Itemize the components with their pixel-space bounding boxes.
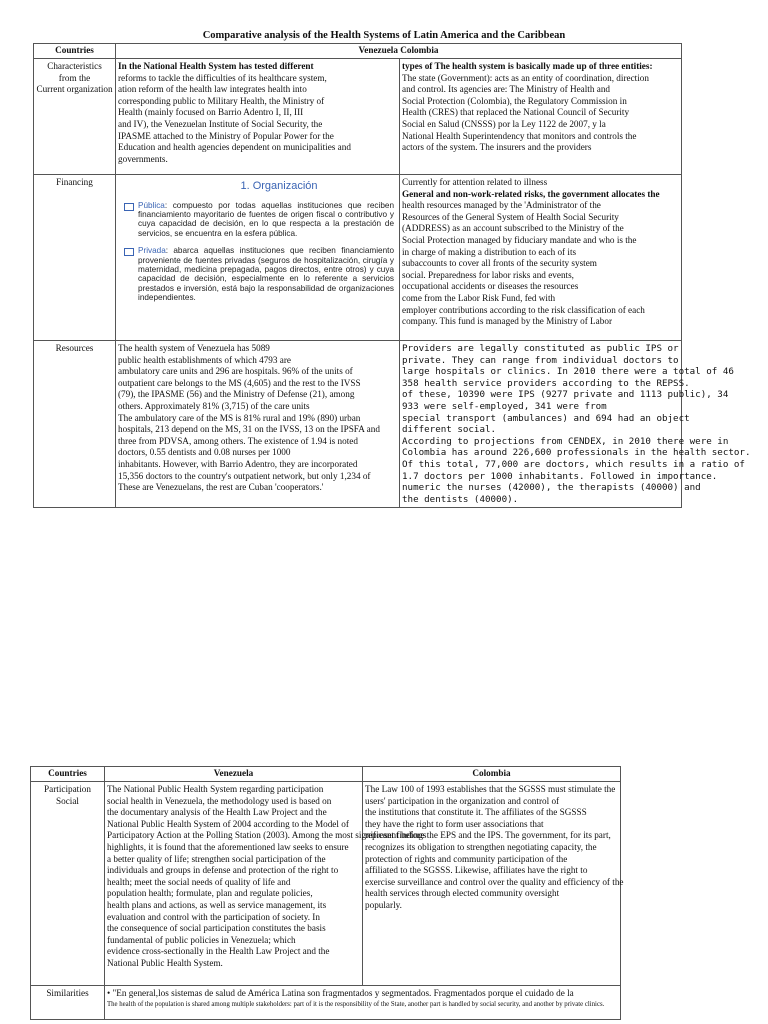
- text-line: 15,356 doctors to the country's outpatient network, but only 1,234 of: [118, 470, 371, 481]
- colombia-resources-text: [402, 343, 751, 505]
- colombia-characteristics-text: [402, 73, 679, 154]
- text-line: hospitals, 213 depend on the MS, 31 on the IVSS, 13 on the IPSFA and: [118, 424, 380, 435]
- text-line: they have the right to form user associations that: [365, 818, 544, 829]
- text-line: public health establishments of which 4793 are: [118, 354, 291, 365]
- row-label-resources: Resources: [34, 341, 116, 508]
- slide-private-text: : abarca aquellas instituciones que reciben financiamiento proveniente de fuentes privadas (seguros de hospitalización, cirugía y maternidad, medicina prepagada, pagos directos, entre otros) y cuya capacidad de decisión, especialmente en lo referente a servicios prestados e inversión, está bajo la responsabilidad de organizaciones independientes.: [138, 246, 394, 303]
- row-characteristics: [34, 59, 682, 175]
- text-line: inhabitants. However, with Barrio Adentro, they are incorporated: [118, 458, 358, 469]
- row-label-financing: Financing: [34, 175, 116, 341]
- header-venezuela-colombia: Venezuela Colombia: [116, 44, 682, 59]
- text-line: Social en Salud (CNSSS) por la Ley 1122 de 2007, y la: [402, 118, 606, 129]
- text-line: According to projections from CENDEX, in 2010 there were in: [402, 435, 729, 447]
- text-line: Social Protection managed by fiduciary mandate and who is the: [402, 234, 637, 245]
- slide-term-public: Pública: [138, 200, 165, 210]
- text-line: Colombia has around 226,600 professionals in the health sector.: [402, 447, 751, 459]
- colombia-financing-cell: [400, 175, 682, 341]
- checkbox-bullet-icon: [124, 203, 134, 211]
- text-line: Health (CRES) that replaced the National Council of Security: [402, 107, 630, 118]
- text-line: (79), the IPASME (56) and the Ministry of Defense (21), among: [118, 389, 355, 400]
- text-line: the institutions that constitute it. The affiliates of the SGSSS: [365, 807, 587, 818]
- text-line: population health; formulate, plan and regulate policies,: [107, 888, 313, 899]
- colombia-characteristics-cell: [400, 59, 682, 175]
- similarities-line: The health of the population is shared among multiple stakeholders: part of it is the responsibility of the State, another part is handled by social security, and another by private clinics.: [107, 1000, 605, 1008]
- text-line: popularly.: [365, 899, 402, 910]
- text-line: corresponding public to Military Health, the Ministry of: [118, 95, 325, 106]
- slide-title: 1. Organización: [240, 180, 318, 192]
- checkbox-bullet-icon: [124, 248, 134, 256]
- label-line: from the: [58, 72, 91, 83]
- text-line: and IV), the Venezuelan Institute of Social Security, the: [118, 118, 323, 129]
- text-line: ambulatory care units and 296 are hospitals. 96% of the units of: [118, 366, 353, 377]
- slide-bullet-text: [138, 246, 394, 302]
- text-line: The ambulatory care of the MS is 81% rural and 19% (890) urban: [118, 412, 361, 423]
- label-line: Participation: [44, 784, 91, 794]
- slide-term-private: Privada: [138, 246, 166, 256]
- text-line: health services through elected community oversight: [365, 888, 560, 899]
- colombia-resources-cell: [400, 341, 751, 508]
- text-line: 358 health service providers according to the REPSS.: [402, 377, 690, 389]
- text-line: and control. Its agencies are: The Ministry of Health and: [402, 84, 611, 95]
- similarities-line: • "En general,los sistemas de salud de América Latina son fragmentados y segmentados. Fragmentados porque el cuidado de la: [107, 988, 574, 998]
- text-line: evidence cross-sectionally in the Health Law Project and the: [107, 946, 330, 957]
- text-line: Participatory Action at the Polling Station (2003). Among the most significant findings: [107, 830, 427, 841]
- text-line: (ADDRESS) as an account subscribed to the Ministry of the: [402, 223, 624, 234]
- text-line: The health system of Venezuela has 5089: [118, 343, 270, 353]
- text-line: social. Preparedness for labor risks and events,: [402, 269, 574, 280]
- venezuela-characteristics-cell: [116, 59, 400, 175]
- colombia-lead: types of The health system is basically made up of three entities:: [402, 61, 653, 71]
- header-countries: Countries: [34, 44, 116, 59]
- text-line: come from the Labor Risk Fund, fed with: [402, 292, 556, 303]
- row-label-similarities: Similarities: [31, 986, 105, 1020]
- text-line: social health in Venezuela, the methodology used is based on: [107, 795, 332, 806]
- text-line: doctors, 0.55 dentists and 0.08 nurses per 1000: [118, 447, 291, 458]
- venezuela-resources-text: [118, 343, 397, 494]
- slide-bullet-private: [124, 246, 394, 302]
- similarities-cell: [105, 986, 621, 1020]
- colombia-financing-bold: General and non-work-related risks, the government allocates the: [402, 188, 660, 199]
- text-line: fundamental of public policies in Venezuela; which: [107, 934, 296, 945]
- text-line: individuals and groups in defense and protection of the right to: [107, 865, 339, 876]
- text-line: numeric the nurses (42000), the therapists (40000) and: [402, 482, 701, 494]
- text-line: recognizes its obligation to strengthen negotiating capacity, the: [365, 841, 597, 852]
- label-line: Current organization: [36, 84, 113, 95]
- colombia-financing-line: Currently for attention related to illness: [402, 177, 548, 187]
- text-line: actors of the system. The insurers and the providers: [402, 142, 592, 153]
- comparison-table-2: [30, 766, 624, 1020]
- text-line: different social.: [402, 424, 497, 436]
- text-line: IPASME attached to the Ministry of Popular Power for the: [118, 130, 334, 141]
- colombia-participation-text: [365, 795, 624, 912]
- header-countries: Countries: [31, 767, 105, 782]
- table-header-row: [31, 767, 621, 782]
- text-line: Providers are legally constituted as public IPS or: [402, 343, 679, 354]
- text-line: large hospitals or clinics. In 2010 there were a total of 46: [402, 366, 734, 378]
- colombia-financing-text: [402, 200, 679, 328]
- comparison-table-1: [33, 43, 751, 508]
- text-line: highlights, it is found that the aforementioned law seeks to ensure: [107, 841, 349, 852]
- row-label-characteristics: [34, 59, 116, 175]
- text-line: National Public Health System.: [107, 957, 223, 968]
- header-venezuela: Venezuela: [105, 767, 363, 782]
- text-line: evaluation and control with the participation of society. In: [107, 911, 320, 922]
- organization-slide-image: [124, 181, 394, 331]
- text-line: Health (mainly focused on Barrio Adentro I, II, III: [118, 107, 304, 118]
- text-line: Resources of the General System of Health Social Security: [402, 211, 619, 222]
- label-line: Social: [56, 795, 79, 806]
- text-line: special transport (ambulances) and 694 had an object: [402, 412, 690, 424]
- text-line: a better quality of life; strengthen social participation of the: [107, 853, 326, 864]
- row-financing: [34, 175, 682, 341]
- colombia-lead: The Law 100 of 1993 establishes that the SGSSS must stimulate the: [365, 784, 616, 794]
- row-resources: [34, 341, 682, 508]
- text-line: health resources managed by the 'Administrator of the: [402, 200, 601, 211]
- text-line: Education and health agencies dependent on municipalities and: [118, 142, 351, 153]
- text-line: health; meet the social needs of quality of life and: [107, 876, 291, 887]
- text-line: ation reform of the health law integrates health into: [118, 84, 307, 95]
- venezuela-lead: The National Public Health System regarding participation: [107, 784, 324, 794]
- text-line: protection of rights and community participation of the: [365, 853, 568, 864]
- slide-bullet-public: [124, 201, 394, 239]
- text-line: Of this total, 77,000 are doctors, which results in a ratio of: [402, 458, 745, 470]
- row-similarities: [31, 986, 621, 1020]
- text-line: company. This fund is managed by the Ministry of Labor: [402, 316, 612, 327]
- text-line: the documentary analysis of the Health Law Project and the: [107, 807, 327, 818]
- text-line: National Health Superintendency that monitors and controls the: [402, 130, 637, 141]
- venezuela-financing-cell: [116, 175, 400, 341]
- text-line: reforms to tackle the difficulties of its healthcare system,: [118, 72, 327, 83]
- text-line: employer contributions according to the risk classification of each: [402, 304, 645, 315]
- text-line: governments.: [118, 153, 168, 164]
- text-line: three from PDVSA, among others. The existence of 1.94 is noted: [118, 435, 358, 446]
- text-line: affiliated to the SGSSS. Likewise, affiliates have the right to: [365, 865, 588, 876]
- text-line: These are Venezuelans, the rest are Cuban 'cooperators.': [118, 482, 324, 493]
- label-line: Characteristics: [47, 61, 102, 71]
- table-header-row: [34, 44, 682, 59]
- text-line: private. They can range from individual doctors to: [402, 354, 679, 366]
- text-line: Social Protection (Colombia), the Regulatory Commission in: [402, 95, 627, 106]
- text-line: of these, 10390 were IPS (9277 private and 1113 public), 34: [402, 389, 729, 401]
- text-line: others. Approximately 81% (3,715) of the care units: [118, 400, 310, 411]
- text-line: outpatient care belongs to the MS (4,605) and the rest to the IVSS: [118, 377, 361, 388]
- venezuela-resources-cell: [116, 341, 400, 508]
- text-line: health plans and actions, as well as service management, its: [107, 899, 327, 910]
- text-line: The state (Government): acts as an entity of coordination, direction: [402, 72, 649, 83]
- text-line: the consequence of social participation constitutes the basis: [107, 923, 326, 934]
- text-line: represent before the EPS and the IPS. The government, for its part,: [365, 830, 611, 841]
- text-line: the dentists (40000).: [402, 493, 519, 505]
- text-line: users' participation in the organization and control of: [365, 795, 560, 806]
- text-line: 933 were self-employed, 341 were from: [402, 400, 607, 412]
- slide-bullet-text: [138, 201, 394, 239]
- text-line: in charge of making a distribution to each of its: [402, 246, 577, 257]
- header-colombia: Colombia: [363, 767, 621, 782]
- page-title: Comparative analysis of the Health Systems of Latin America and the Caribbean: [202, 30, 566, 41]
- text-line: 1.7 doctors per 1000 inhabitants. Followed in importance.: [402, 470, 718, 482]
- text-line: occupational accidents or diseases the resources: [402, 281, 579, 292]
- row-participation: [31, 782, 621, 986]
- row-label-participation: [31, 782, 105, 986]
- colombia-participation-cell: [363, 782, 624, 986]
- venezuela-characteristics-text: [118, 73, 397, 166]
- text-line: exercise surveillance and control over the quality and efficiency of the: [365, 876, 624, 887]
- venezuela-lead: In the National Health System has tested different: [118, 61, 314, 71]
- slide-public-text: : compuesto por todas aquellas instituciones que reciben financiamiento mayoritario de fuentes de origen fiscal o contributivo y cuya capacidad de decisión, en lo que respecta a la prestación de servicios, se encuentra en la esfera pública.: [138, 200, 394, 238]
- text-line: subaccounts to cover all fronts of the security system: [402, 258, 597, 269]
- text-line: National Public Health System of 2004 according to the Model of: [107, 818, 349, 829]
